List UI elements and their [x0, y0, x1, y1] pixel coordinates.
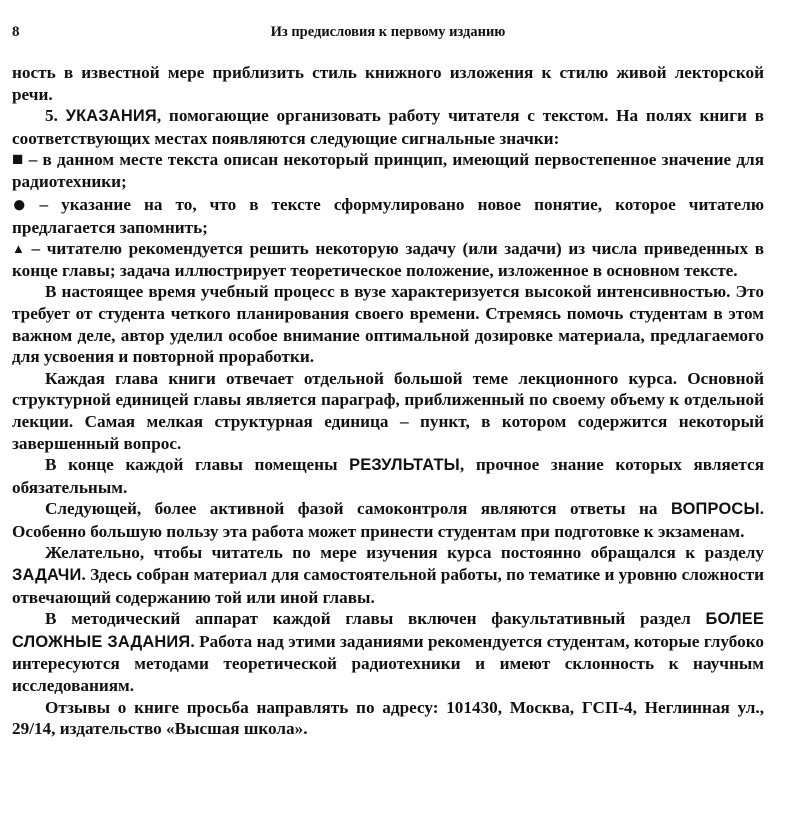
- paragraph-feedback-address: Отзывы о книге просьба направлять по адресу: 101430, Москва, ГСП-4, Неглинная ул., 29/14, издательство «Высшая школа».: [12, 697, 764, 739]
- keyword-tasks: ЗАДАЧИ: [12, 566, 82, 585]
- keyword-instructions: УКАЗАНИЯ: [65, 107, 157, 126]
- signal-task-text: – читателю рекомендуется решить некоторую задачу (или задачи) из числа приведенных в конце главы; задача иллюстрирует теоретическое положение, изложенное в основном тексте.: [12, 239, 764, 280]
- paragraph-text: . Здесь собран материал для самостоятельной работы, по тематике и уровню сложности отвечающий содержанию той или иной главы.: [12, 565, 764, 607]
- paragraph-text: . Работа над этими заданиями рекомендуется студентам, которые глубоко интересуются методами теоретической радиотехники и имеют склонность к научным исследованиям.: [12, 631, 765, 696]
- paragraph-text: . Особенно большую пользу эта работа может принести студентам при подготовке к экзаменам.: [12, 499, 764, 541]
- paragraph-tasks: [12, 542, 764, 608]
- paragraph-number: 5.: [45, 106, 66, 126]
- paragraph-study-process: В настоящее время учебный процесс в вузе характеризуется высокой интенсивностью. Это требует от студента четкого планирования своего времени. Стремясь помочь студентам в этом важном деле, автор уделил особое внимание оптимальной дозировке материала, предлагаемого для усвоения и повторной проработки.: [12, 282, 764, 367]
- circle-icon: ●: [12, 191, 27, 218]
- paragraph-instructions: [12, 105, 764, 149]
- paragraph-questions: [12, 498, 764, 542]
- paragraph-text: Следующей, более активной фазой самоконтроля являются ответы на: [45, 499, 671, 519]
- triangle-icon: ▲: [12, 241, 25, 257]
- paragraph-text: В конце каждой главы помещены: [45, 455, 350, 475]
- keyword-questions: ВОПРОСЫ: [670, 500, 760, 519]
- signal-concept-item: [12, 193, 764, 239]
- signal-task-item: [12, 238, 764, 281]
- square-icon: ■: [12, 149, 24, 171]
- paragraph-chapter-structure: Каждая глава книги отвечает отдельной большой теме лекционного курса. Основной структурной единицей главы является параграф, приближенный по своему объему к отдельной лекции. Самая мелкая структурная единица – пункт, в котором содержится некоторый завершенный вопрос.: [12, 368, 764, 453]
- paragraph-text: Желательно, чтобы читатель по мере изучения курса постоянно обращался к разделу: [45, 543, 764, 563]
- paragraph-text: В методический аппарат каждой главы включен факультативный раздел: [45, 609, 706, 629]
- keyword-results: РЕЗУЛЬТАТЫ: [349, 456, 460, 475]
- paragraph-continuation: ность в известной мере приблизить стиль книжного изложения к стилю живой лекторской речи.: [12, 63, 764, 104]
- page-number: 8: [12, 24, 20, 40]
- paragraph-text: , помогающие организовать работу читателя с текстом. На полях книги в соответствующих местах появляются следующие сигнальные значки:: [12, 106, 764, 148]
- signal-principle-item: [12, 149, 764, 192]
- running-title: Из предисловия к первому изданию: [270, 24, 506, 40]
- book-page: [12, 0, 764, 820]
- paragraph-text: , прочное знание которых является обязательным.: [12, 455, 764, 497]
- paragraph-results: [12, 454, 764, 498]
- body-text: [12, 62, 764, 740]
- keyword-advanced-tasks: БОЛЕЕ СЛОЖНЫЕ ЗАДАНИЯ: [12, 610, 764, 651]
- signal-principle-text: – в данном месте текста описан некоторый принцип, имеющий первостепенное значение для радиотехники;: [12, 150, 764, 191]
- paragraph-advanced-tasks: [12, 608, 764, 696]
- signal-concept-text: – указание на то, что в тексте сформулировано новое понятие, которое читателю предлагается запомнить;: [12, 194, 764, 237]
- page-header: [12, 0, 764, 62]
